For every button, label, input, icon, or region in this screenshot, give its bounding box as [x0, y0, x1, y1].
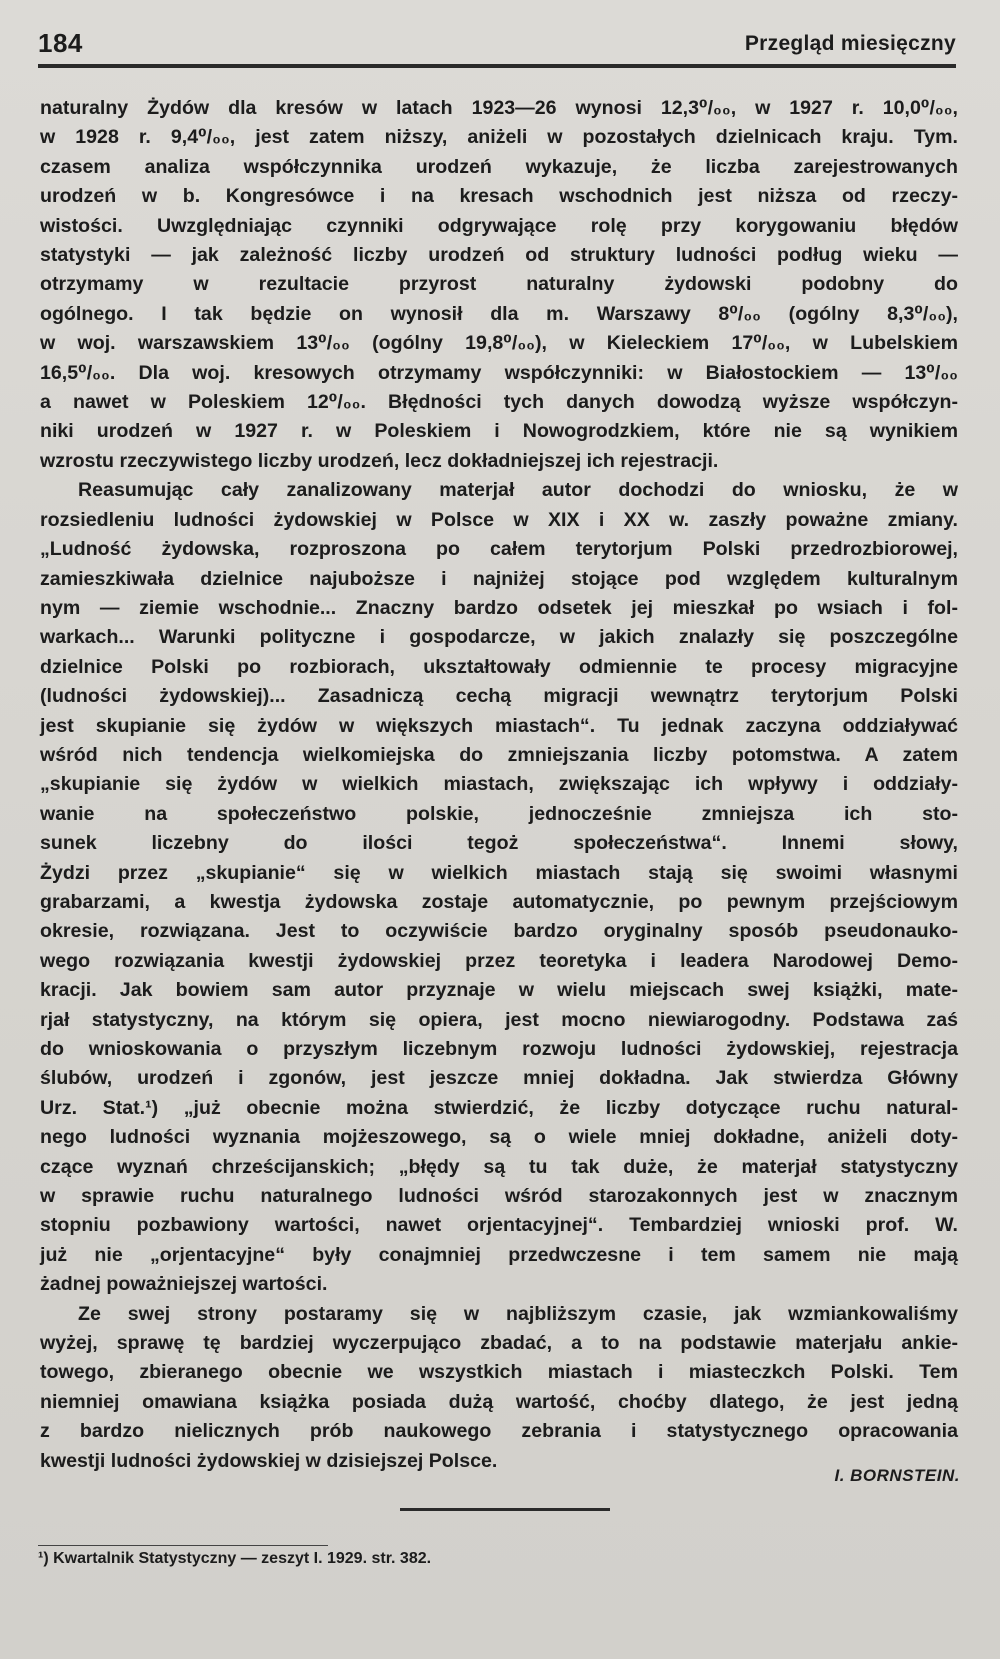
- text-line: zamieszkiwała dzielnice najuboższe i najniżej stojące pod względem kulturalnym: [40, 567, 958, 590]
- text-line: otrzymamy w rezultacie przyrost naturalny żydowski podobny do: [40, 273, 958, 296]
- text-line: statystyki — jak zależność liczby urodzeń od struktury ludności podług wieku —: [40, 244, 958, 267]
- text-line: wistości. Uwzględniając czynniki odgrywające rolę przy korygowaniu błędów: [40, 214, 958, 237]
- text-line: towego, zbieranego obecnie we wszystkich miastach i miasteczkch Polski. Tem: [40, 1361, 958, 1384]
- text-line: naturalny Żydów dla kresów w latach 1923—26 wynosi 12,3⁰/₀₀, w 1927 r. 10,0⁰/₀₀,: [40, 97, 958, 119]
- text-line: czasem analiza współczynnika urodzeń wykazuje, że liczba zarejestrowanych: [40, 155, 958, 178]
- text-line: Ze swej strony postaramy się w najbliższym czasie, jak wzmiankowaliśmy: [78, 1302, 958, 1325]
- text-line: grabarzami, a kwestja żydowska zostaje automatycznie, po pewnym przejściowym: [40, 890, 958, 913]
- end-rule: [400, 1508, 610, 1511]
- text-line: ślubów, urodzeń i zgonów, jest jeszcze mniej dokładna. Jak stwierdza Główny: [40, 1067, 958, 1090]
- text-line: kwestji ludności żydowskiej w dzisiejszej Polsce.: [40, 1449, 498, 1472]
- article-body: [40, 94, 958, 1476]
- text-line: sunek liczebny do ilości tegoż społeczeństwa“. Innemi słowy,: [40, 832, 958, 855]
- text-line: urodzeń w b. Kongresówce i na kresach wschodnich jest niższa od rzeczy-: [40, 185, 958, 208]
- footnote-marker: ¹): [38, 1550, 49, 1567]
- text-line: 16,5⁰/₀₀. Dla woj. kresowych otrzymamy współczynniki: w Białostockiem — 13⁰/₀₀: [40, 361, 958, 384]
- text-line: Urz. Stat.¹) „już obecnie można stwierdzić, że liczby dotyczące ruchu natural-: [40, 1096, 958, 1119]
- text-line: Reasumując cały zanalizowany materjał autor dochodzi do wniosku, że w: [78, 479, 958, 502]
- text-line: warkach... Warunki polityczne i gospodarcze, w jakich znalazły się poszczególne: [40, 626, 958, 649]
- text-line: ogólnego. I tak będzie on wynosił dla m. Warszawy 8⁰/₀₀ (ogólny 8,3⁰/₀₀),: [40, 302, 958, 325]
- text-line: w 1928 r. 9,4⁰/₀₀, jest zatem niższy, aniżeli w pozostałych dzielnicach kraju. Tym.: [40, 126, 958, 149]
- footnote-text: Kwartalnik Statystyczny — zeszyt I. 1929. str. 382.: [53, 1550, 432, 1567]
- paragraph-2: [40, 476, 958, 1299]
- text-line: (ludności żydowskiej)... Zasadniczą cechą migracji wewnątrz terytorjum Polski: [40, 685, 958, 708]
- text-line: jest skupianie się żydów w większych miastach“. Tu jednak zaczyna oddziaływać: [40, 714, 958, 737]
- page-header: [38, 26, 956, 66]
- text-line: stopniu pozbawiony wartości, nawet orjentacyjnej“. Tembardziej wnioski prof. W.: [40, 1214, 958, 1237]
- text-line: wyżej, sprawę tę bardziej wyczerpująco zbadać, a to na podstawie materjału ankie-: [40, 1332, 958, 1355]
- text-line: dzielnice Polski po rozbiorach, ukształtowały odmiennie te procesy migracyjne: [40, 655, 958, 678]
- text-line: już nie „orjentacyjne“ były conajmniej przedwczesne i tem samem nie mają: [40, 1243, 958, 1266]
- text-line: nym — ziemie wschodnie... Znaczny bardzo odsetek jej mieszkał po wsiach i fol-: [40, 596, 958, 619]
- text-line: czące wyznań chrześcijanskich; „błędy są tu tak duże, że materjał statystyczny: [40, 1155, 958, 1178]
- text-line: z bardzo nielicznych prób naukowego zebrania i statystycznego opracowania: [40, 1420, 958, 1443]
- text-line: a nawet w Poleskiem 12⁰/₀₀. Błędności tych danych dowodzą wyższe współczyn-: [40, 391, 958, 414]
- text-line: rozsiedleniu ludności żydowskiej w Polsce w XIX i XX w. zaszły poważne zmiany.: [40, 508, 958, 531]
- text-line: okresie, rozwiązana. Jest to oczywiście bardzo oryginalny sposób pseudonauko-: [40, 920, 958, 943]
- text-line: niemniej omawiana książka posiada dużą wartość, choćby dlatego, że jest jedną: [40, 1390, 958, 1413]
- text-line: wśród nich tendencja wielkomiejska do zmniejszania liczby potomstwa. A zatem: [40, 743, 958, 766]
- text-line: „Ludność żydowska, rozproszona po całem terytorjum Polski przedrozbiorowej,: [40, 538, 958, 561]
- text-line: Żydzi przez „skupianie“ się w wielkich miastach stają się swoimi własnymi: [40, 861, 958, 884]
- text-line: w sprawie ruchu naturalnego ludności wśród starozakonnych jest w znacznym: [40, 1185, 958, 1208]
- footnote: [38, 1550, 431, 1568]
- paragraph-1: [40, 94, 958, 476]
- paragraph-3: [40, 1300, 958, 1476]
- text-line: wego rozwiązania kwestji żydowskiej przez teoretyka i leadera Narodowej Demo-: [40, 949, 958, 972]
- page-number: 184: [38, 28, 83, 58]
- running-title: Przegląd miesięczny: [744, 32, 956, 55]
- text-line: kracji. Jak bowiem sam autor przyznaje w wielu miejscach swej książki, mate-: [40, 979, 958, 1002]
- text-line: niki urodzeń w 1927 r. w Poleskiem i Nowogrodzkiem, które nie są wynikiem: [40, 420, 958, 443]
- text-line: wzrostu rzeczywistego liczby urodzeń, lecz dokładniejszej ich rejestracji.: [40, 449, 719, 472]
- text-line: w woj. warszawskiem 13⁰/₀₀ (ogólny 19,8⁰/₀₀), w Kieleckiem 17⁰/₀₀, w Lubelskiem: [40, 332, 958, 355]
- text-line: nego ludności wyznania mojżeszowego, są o wiele mniej dokładne, aniżeli doty-: [40, 1126, 958, 1149]
- header-rule: [38, 64, 956, 68]
- author-signature: I. BORNSTEIN.: [834, 1466, 960, 1485]
- text-line: do wnioskowania o przyszłym liczebnym rozwoju ludności żydowskiej, rejestracja: [40, 1038, 958, 1060]
- footnote-rule: [38, 1545, 328, 1546]
- text-line: żadnej poważniejszej wartości.: [40, 1273, 328, 1296]
- text-line: rjał statystyczny, na którym się opiera, jest mocno niewiarogodny. Podstawa zaś: [40, 1008, 958, 1031]
- text-line: wanie na społeczeństwo polskie, jednocześnie zmniejsza ich sto-: [40, 802, 958, 825]
- text-line: „skupianie się żydów w wielkich miastach, zwiększając ich wpływy i oddziały-: [40, 773, 958, 796]
